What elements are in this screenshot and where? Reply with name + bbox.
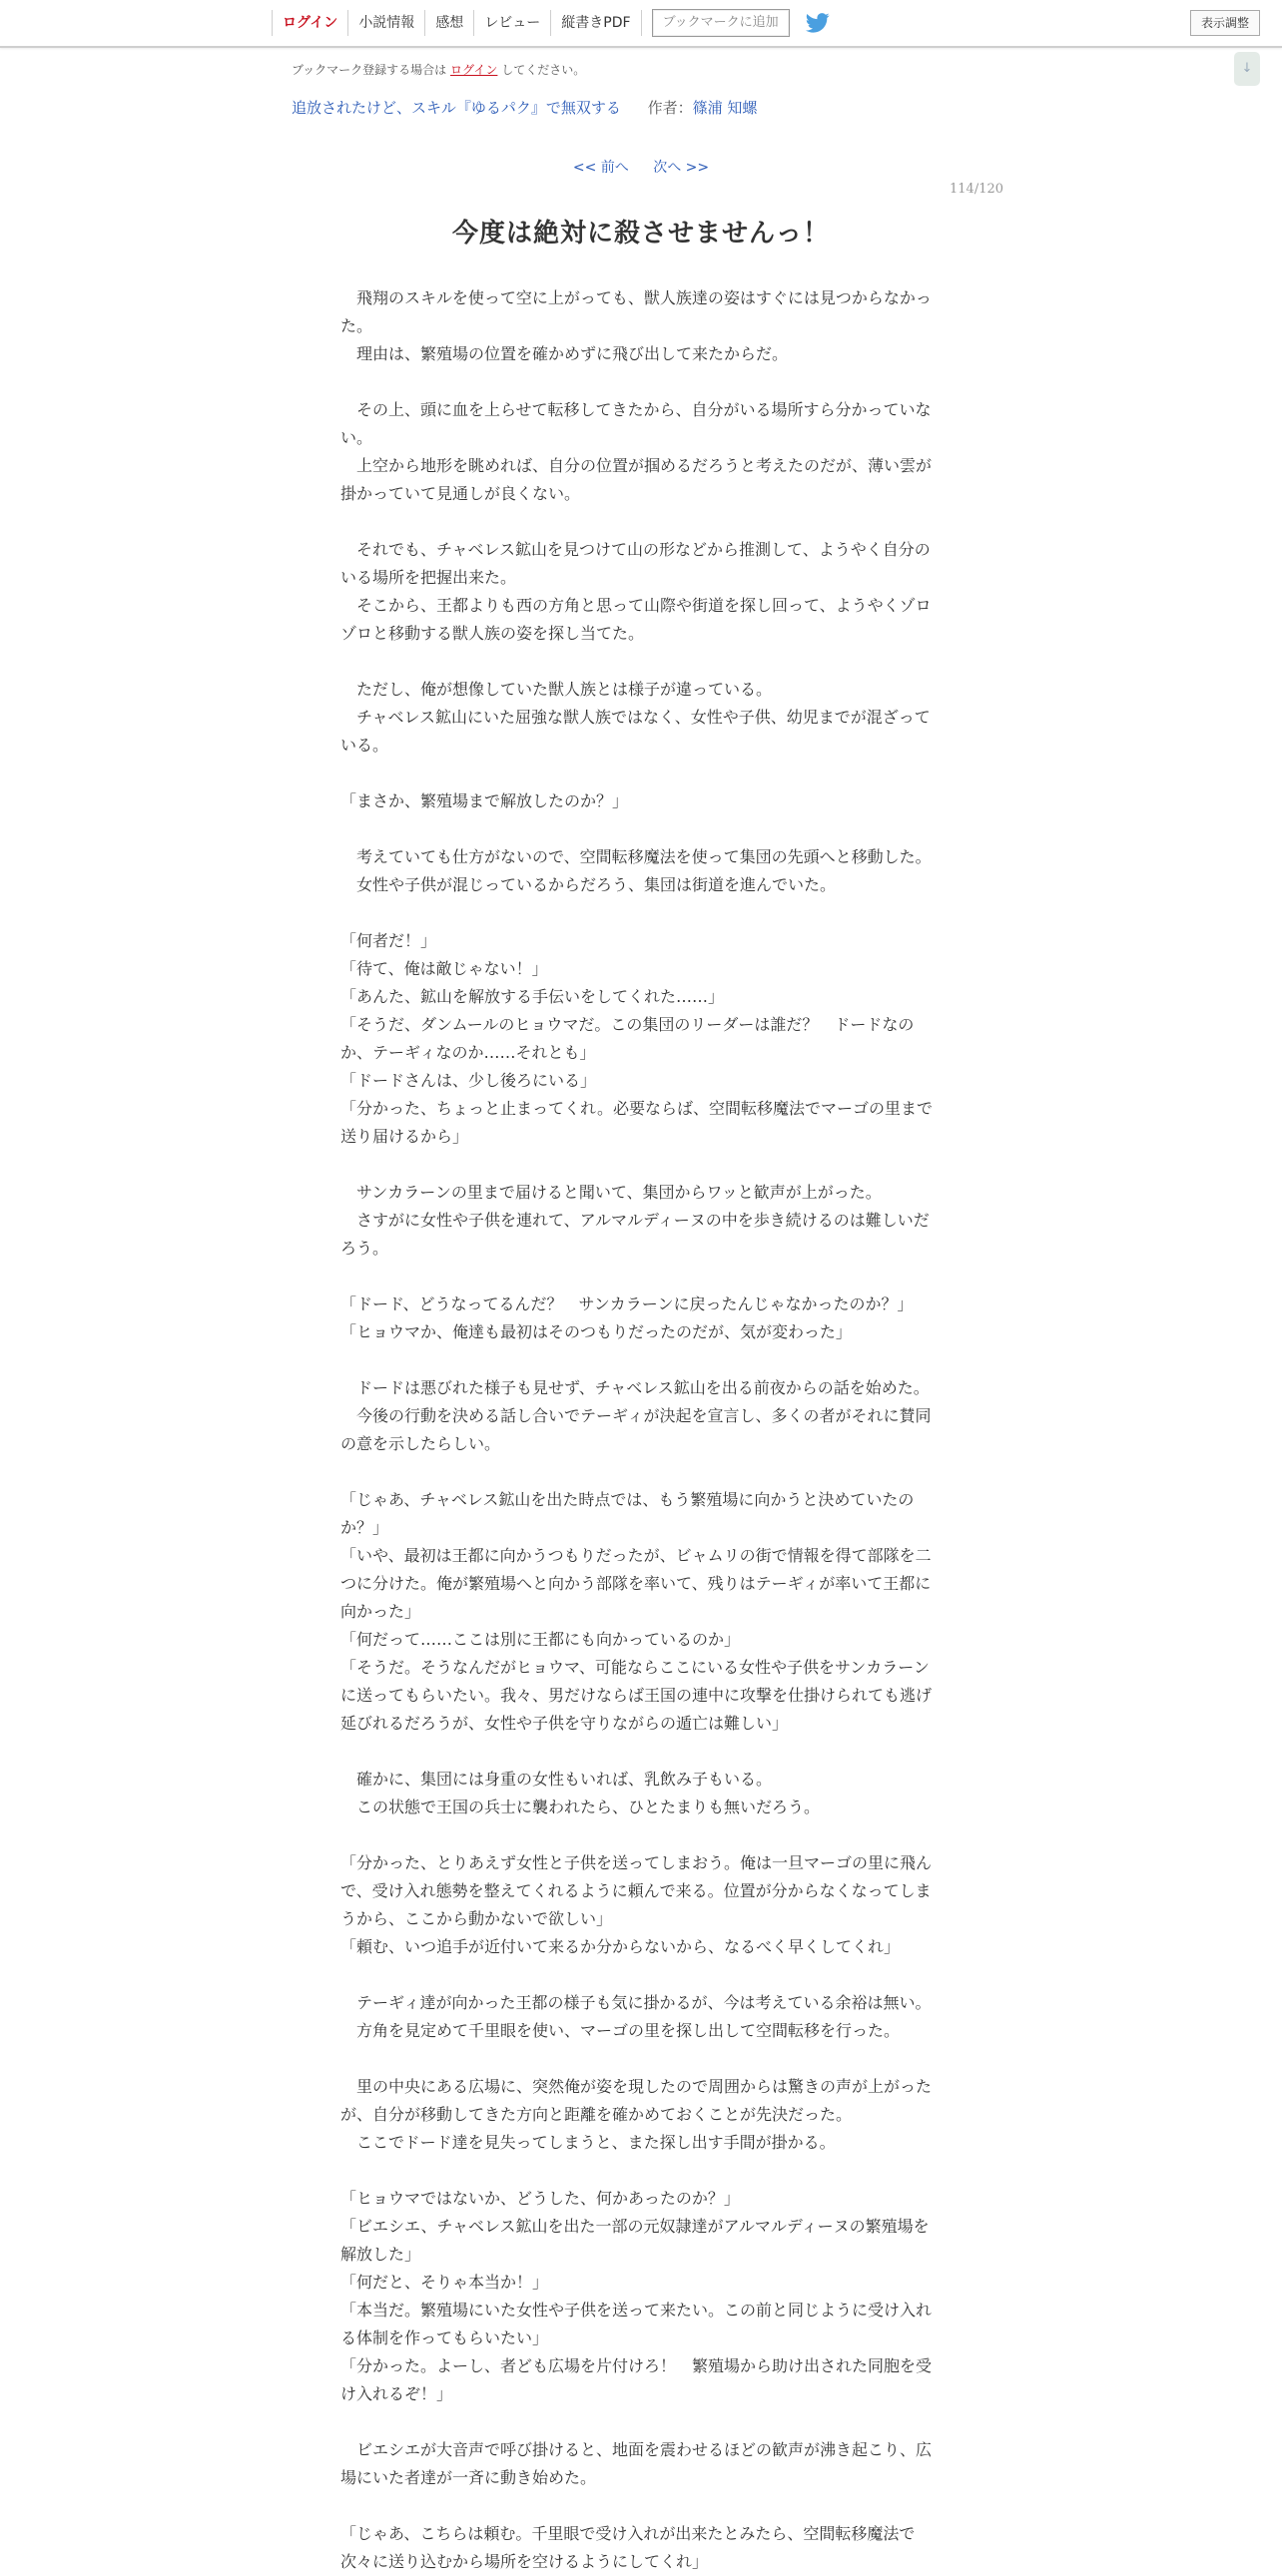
nav-login-link[interactable]: ログイン [272, 10, 347, 36]
chapter-title: 今度は絶対に殺させませんっ！ [451, 219, 830, 249]
body-paragraph [340, 899, 935, 927]
body-paragraph: さすがに女性や子供を連れて、アルマルディーヌの中を歩き続けるのは難しいだろう。 [340, 1211, 930, 1258]
scroll-down-button[interactable]: ↓ [1234, 52, 1260, 86]
body-paragraph [340, 1961, 935, 1989]
body-paragraph: 「待て、俺は敵じゃない！」 [340, 959, 548, 978]
bookmark-note-text-after: してください。 [501, 63, 586, 77]
body-paragraph: 「じゃあ、チャベレス鉱山を出た時点では、もう繁殖場に向かうと決めていたのか？」 [340, 1490, 915, 1537]
body-paragraph: 「ヒョウマか、俺達も最初はそのつもりだったのだが、気が変わった」 [340, 1322, 852, 1341]
author-label: 作者： [647, 99, 693, 117]
body-paragraph: 「何者だ！」 [340, 931, 437, 950]
body-paragraph: 確かに、集団には身重の女性もいれば、乳飲み子もいる。 [340, 1770, 773, 1789]
next-chapter-link[interactable]: 次へ >> [653, 160, 710, 176]
body-paragraph: 「じゃあ、こちらは頼む。千里眼で受け入れが出来たとみたら、空間転移魔法で次々に送り込むから場所を空けるようにしてくれ」 [340, 2524, 916, 2571]
body-paragraph: そこから、王都よりも西の方角と思って山際や街道を探し回って、ようやくゾロゾロと移動する獣人族の姿を探し当てた。 [340, 596, 932, 643]
nav-review-link[interactable]: レビュー [473, 10, 550, 36]
body-paragraph: 「分かった、とりあえず女性と子供を送ってしまおう。俺は一旦マーゴの里に飛んで、受け入れ態勢を整えてくれるように頼んで来る。位置が分からなくなってしまうから、ここから動かないで欲しい」 [340, 1853, 933, 1928]
body-paragraph: ドードは悪びれた様子も見せず、チャベレス鉱山を出る前夜からの話を始めた。 [340, 1378, 930, 1397]
body-paragraph: 「分かった。よーし、者ども広場を片付けろ！ 繁殖場から助け出された同胞を受け入れるぞ！」 [340, 2356, 933, 2403]
body-paragraph: ビエシエが大音声で呼び掛けると、地面を震わせるほどの歓声が沸き起こり、広場にいた者達が一斉に動き始めた。 [340, 2440, 933, 2487]
body-paragraph: 「頼む、いつ追手が近付いて来るか分からないから、なるべく早くしてくれ」 [340, 1937, 901, 1956]
chapter-body [340, 284, 935, 2576]
chapter-count: 114/120 [950, 182, 1004, 197]
add-bookmark-button[interactable]: ブックマークに追加 [652, 9, 790, 37]
body-paragraph: チャベレス鉱山にいた屈強な獣人族ではなく、女性や子供、幼児までが混ざっている。 [340, 708, 931, 755]
body-paragraph: 里の中央にある広場に、突然俺が姿を現したので周囲からは驚きの声が上がったが、自分が移動してきた方向と距離を確かめておくことが先決だった。 [340, 2077, 933, 2124]
body-paragraph [340, 368, 935, 396]
body-paragraph [340, 508, 935, 536]
novel-title-link[interactable]: 追放されたけど、スキル『ゆるパク』で無双する [292, 99, 621, 117]
body-paragraph [340, 2492, 935, 2520]
bookmark-login-link[interactable]: ログイン [450, 63, 498, 77]
body-paragraph [340, 2157, 935, 2185]
body-paragraph: 飛翔のスキルを使って空に上がっても、獣人族達の姿はすぐには見つからなかった。 [340, 288, 932, 335]
body-paragraph: 「ヒョウマではないか、どうした、何かあったのか？」 [340, 2189, 740, 2208]
body-paragraph: 「そうだ。そうなんだがヒョウマ、可能ならここにいる女性や子供をサンカラーンに送ってもらいたい。我々、男だけならば王国の連中に攻撃を仕掛けられても逃げ延びれるだろうが、女性や子供を守りながらの遁亡は難しい」 [340, 1658, 933, 1733]
body-paragraph [340, 1263, 935, 1290]
bookmark-login-note [292, 61, 585, 78]
body-paragraph: ただし、俺が想像していた獣人族とは様子が違っている。 [340, 680, 773, 699]
body-paragraph [340, 1738, 935, 1766]
body-paragraph: それでも、チャベレス鉱山を見つけて山の形などから推測して、ようやく自分のいる場所を把握出来た。 [340, 540, 931, 587]
body-paragraph: この状態で王国の兵士に襲われたら、ひとたまりも無いだろう。 [340, 1798, 821, 1816]
body-paragraph: 「あんた、鉱山を解放する手伝いをしてくれた……」 [340, 987, 725, 1006]
body-paragraph: 考えていても仕方がないので、空間転移魔法を使って集団の先頭へと移動した。 [340, 847, 932, 866]
body-paragraph: 女性や子供が混じっているからだろう、集団は街道を進んでいた。 [340, 875, 837, 894]
body-paragraph: ここでドード達を見失ってしまうと、また探し出す手間が掛かる。 [340, 2133, 836, 2152]
body-paragraph: 「ドードさんは、少し後ろにいる」 [340, 1071, 597, 1090]
body-paragraph: 方角を見定めて千里眼を使い、マーゴの里を探し出して空間転移を行った。 [340, 2021, 901, 2040]
body-paragraph [340, 1821, 935, 1849]
body-paragraph: その上、頭に血を上らせて転移してきたから、自分がいる場所すら分かっていない。 [340, 400, 932, 447]
display-settings-button[interactable]: 表示調整 [1190, 10, 1260, 36]
novel-info-line [292, 97, 757, 118]
body-paragraph [340, 2045, 935, 2073]
body-paragraph [340, 648, 935, 676]
nav-impressions-link[interactable]: 感想 [424, 10, 473, 36]
body-paragraph: 「そうだ、ダンムールのヒョウマだ。この集団のリーダーは誰だ？ ドードなのか、テーギィなのか……それとも」 [340, 1015, 915, 1062]
top-navigation-bar [0, 0, 1282, 48]
author-name-link[interactable]: 篠浦 知螺 [692, 99, 758, 117]
nav-vertical-pdf-link[interactable]: 縦書きPDF [550, 10, 641, 36]
body-paragraph: 「何だと、そりゃ本当か！」 [340, 2273, 549, 2292]
body-paragraph: 上空から地形を眺めれば、自分の位置が掴めるだろうと考えたのだが、薄い雲が掛かっていて見通しが良くない。 [340, 456, 933, 503]
body-paragraph: テーギィ達が向かった王都の様子も気に掛かるが、今は考えている余裕は無い。 [340, 1993, 932, 2012]
header-nav [272, 0, 832, 46]
body-paragraph [340, 2408, 935, 2436]
body-paragraph: サンカラーンの里まで届けると聞いて、集団からワッと歓声が上がった。 [340, 1183, 882, 1202]
body-paragraph: 理由は、繁殖場の位置を確かめずに飛び出して来たからだ。 [340, 344, 789, 363]
nav-novel-info-link[interactable]: 小説情報 [347, 10, 424, 36]
bookmark-note-text-before: ブックマーク登録する場合は [292, 63, 447, 77]
twitter-icon[interactable] [806, 12, 832, 34]
body-paragraph: 「いや、最初は王都に向かうつもりだったが、ビャムリの街で情報を得て部隊を二つに分けた。俺が繁殖場へと向かう部隊を率いて、残りはテーギィが率いて王都に向かった」 [340, 1546, 932, 1621]
body-paragraph: 「本当だ。繁殖場にいた女性や子供を送って来たい。この前と同じように受け入れる体制を作ってもらいたい」 [340, 2301, 933, 2347]
body-paragraph [340, 1458, 935, 1486]
body-paragraph: 「何だって……ここは別に王都にも向かっているのか」 [340, 1630, 741, 1649]
body-paragraph: 「ドード、どうなってるんだ？ サンカラーンに戻ったんじゃなかったのか？」 [340, 1294, 914, 1313]
body-paragraph [340, 760, 935, 787]
body-paragraph [340, 815, 935, 843]
body-paragraph [340, 1151, 935, 1179]
chapter-pager [0, 157, 1282, 177]
body-paragraph: 「まさか、繁殖場まで解放したのか？」 [340, 791, 629, 810]
body-paragraph: 「ビエシエ、チャベレス鉱山を出た一部の元奴隷達がアルマルディーヌの繁殖場を解放した」 [340, 2217, 930, 2264]
body-paragraph [340, 1346, 935, 1374]
body-paragraph: 今後の行動を決める話し合いでテーギィが決起を宣言し、多くの者がそれに賛同の意を示したらしい。 [340, 1406, 932, 1453]
prev-chapter-link[interactable]: << 前へ [572, 160, 629, 176]
body-paragraph: 「分かった、ちょっと止まってくれ。必要ならば、空間転移魔法でマーゴの里まで送り届けるから」 [340, 1099, 933, 1146]
